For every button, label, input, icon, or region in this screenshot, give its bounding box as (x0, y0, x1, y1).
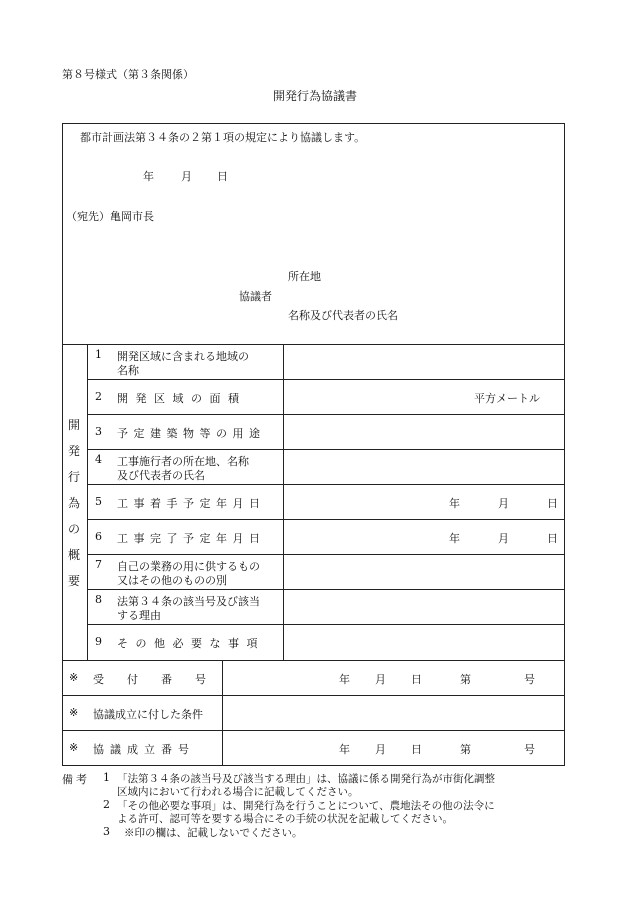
divider (62, 695, 565, 696)
date-year-label: 年 (143, 170, 154, 183)
item-label: 予 定 建 築 物 等 の 用 途 (117, 427, 261, 440)
item-label: 開発区域に含まれる地域の (117, 350, 249, 363)
item-label: する理由 (117, 609, 161, 622)
note-number: 1 (103, 771, 110, 784)
item-label: 法第３４条の該当号及び該当 (117, 595, 260, 608)
agreement-year-label: 年 (339, 743, 350, 756)
divider (62, 344, 565, 345)
section-title-char: 発 (67, 443, 80, 458)
item-number: 8 (95, 593, 102, 606)
section-title-char: 開 (67, 417, 80, 432)
note-number: 2 (103, 798, 110, 811)
item-label: 工 事 完 了 予 定 年 月 日 (117, 532, 261, 545)
reception-month-label: 月 (375, 673, 386, 686)
divider (87, 484, 565, 485)
end-day-label: 日 (547, 532, 558, 545)
reception-number-label: 受 付 番 号 (93, 673, 212, 686)
reception-year-label: 年 (339, 673, 350, 686)
reception-day-label: 日 (411, 673, 422, 686)
agreement-day-label: 日 (411, 743, 422, 756)
section-title-vertical (62, 345, 86, 660)
divider (62, 660, 565, 661)
name-label: 名称及び代表者の氏名 (288, 309, 398, 322)
section-title-char: 為 (67, 495, 80, 510)
divider (283, 344, 284, 660)
item-label: 名称 (117, 364, 139, 377)
item-number: 1 (95, 348, 102, 361)
area-unit: 平方メートル (474, 392, 540, 405)
item-number: 7 (95, 558, 102, 571)
item-label: 又はその他のものの別 (117, 574, 227, 587)
item-number: 9 (95, 635, 102, 648)
item-number: 2 (95, 390, 102, 403)
agreement-number-label: 協議成立番号 (93, 743, 195, 756)
office-mark: ※ (69, 706, 79, 719)
section-title-char: 概 (67, 547, 80, 562)
divider (222, 660, 223, 766)
section-title-char: 要 (67, 573, 80, 588)
item-label: 開 発 区 域 の 面 積 (117, 392, 241, 405)
note-text: よる許可、認可等を要する場合にその手続の状況を記載してください。 (117, 813, 453, 825)
divider (87, 589, 565, 590)
item-label: 自己の業務の用に供するもの (117, 560, 260, 573)
reception-no-suffix: 号 (524, 673, 535, 686)
party-label: 協議者 (239, 290, 272, 303)
item-label: 工事施行者の所在地、名称 (117, 455, 249, 468)
divider (87, 449, 565, 450)
note-text: 「法第３４条の該当号及び該当する理由」は、協議に係る開発行為が市街化調整 (117, 773, 495, 785)
agreement-no-prefix: 第 (460, 743, 471, 756)
reception-no-prefix: 第 (460, 673, 471, 686)
address-label: 所在地 (288, 270, 321, 283)
divider (87, 624, 565, 625)
note-text: 「その他必要な事項」は、開発行為を行うことについて、農地法その他の法令に (117, 800, 495, 812)
section-title-char: の (67, 521, 80, 536)
agreement-month-label: 月 (375, 743, 386, 756)
date-day-label: 日 (217, 170, 228, 183)
divider (87, 414, 565, 415)
note-text: 区域内において行われる場合に記載してください。 (117, 786, 359, 798)
agreement-no-suffix: 号 (524, 743, 535, 756)
note-text: ※印の欄は、記載しないでください。 (124, 827, 303, 839)
section-title-char: 行 (67, 469, 80, 484)
document-title: 開発行為協議書 (272, 89, 357, 103)
item-number: 3 (95, 425, 102, 438)
form-number: 第８号様式（第３条関係） (62, 68, 194, 81)
item-label: 工 事 着 手 予 定 年 月 日 (117, 497, 261, 510)
notes-heading: 備考 (62, 773, 90, 786)
item-number: 5 (95, 495, 102, 508)
item-label: そ の 他 必 要 な 事 項 (117, 637, 260, 650)
divider (62, 730, 565, 731)
end-year-label: 年 (449, 532, 460, 545)
item-number: 4 (95, 453, 102, 466)
divider (87, 554, 565, 555)
start-month-label: 月 (498, 497, 509, 510)
start-year-label: 年 (449, 497, 460, 510)
end-month-label: 月 (498, 532, 509, 545)
conditions-label: 協議成立に付した条件 (93, 708, 203, 721)
start-day-label: 日 (547, 497, 558, 510)
office-mark: ※ (69, 671, 79, 684)
agreement-statement: 都市計画法第３４条の２第１項の規定により協議します。 (80, 131, 366, 144)
date-month-label: 月 (181, 170, 192, 183)
item-label: 及び代表者の氏名 (117, 469, 205, 482)
note-number: 3 (103, 825, 110, 838)
office-mark: ※ (69, 741, 79, 754)
divider (87, 519, 565, 520)
divider (87, 379, 565, 380)
addressee: （宛先）亀岡市長 (66, 210, 154, 223)
divider (87, 344, 88, 660)
item-number: 6 (95, 530, 102, 543)
